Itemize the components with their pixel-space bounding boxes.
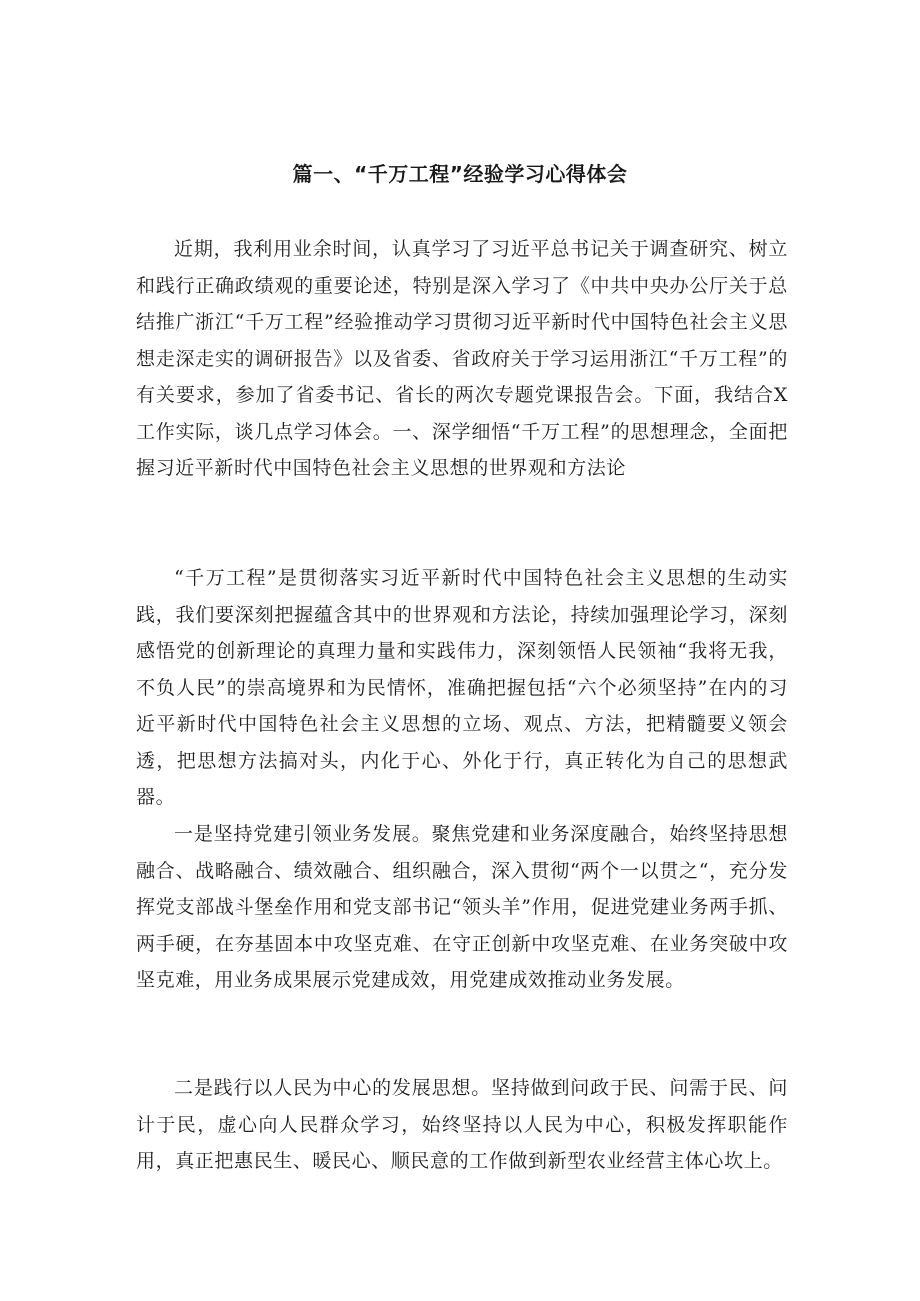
document-title: 篇一、“千万工程”经验学习心得体会 xyxy=(292,162,628,186)
paragraph-4: 二是践行以人民为中心的发展思想。坚持做到问政于民、问需于民、问计于民，虚心向人民群众学习，始终坚持以人民为中心，积极发挥职能作用，真正把惠民生、暖民心、顺民意的工作做到新型农业经营主体心坎上。 xyxy=(136,1077,788,1172)
paragraph-3: 一是坚持党建引领业务发展。聚焦党建和业务深度融合，始终坚持思想融合、战略融合、绩效融合、组织融合，深入贯彻“两个一以贯之“，充分发挥党支部战斗堡垒作用和党支部书记“领头羊”作用，促进党建业务两手抓、两手硬，在夯基固本中攻坚克难、在守正创新中攻坚克难、在业务突破中攻坚克难，用业务成果展示党建成效，用党建成效推动业务发展。 xyxy=(136,823,788,991)
paragraph-2: “千万工程”是贯彻落实习近平新时代中国特色社会主义思想的生动实践，我们要深刻把握蕴含其中的世界观和方法论，持续加强理论学习，深刻感悟党的创新理论的真理力量和实践伟力，深刻领悟人民领袖“我将无我，不负人民”的崇高境界和为民情怀，准确把握包括“六个必须坚持”在内的习近平新时代中国特色社会主义思想的立场、观点、方法，把精髓要义领会透，把思想方法搞对头，内化于心、外化于行，真正转化为自己的思想武器。 xyxy=(136,567,788,808)
paragraph-1: 近期，我利用业余时间，认真学习了习近平总书记关于调查研究、树立和践行正确政绩观的重要论述，特别是深入学习了《中共中央办公厅关于总结推广浙江“千万工程”经验推动学习贯彻习近平新时代中国特色社会主义思想走深走实的调研报告》以及省委、省政府关于学习运用浙江“千万工程”的有关要求，参加了省委书记、省长的两次专题党课报告会。下面，我结合X工作实际，谈几点学习体会。一、深学细悟“千万工程”的思想理念，全面把握习近平新时代中国特色社会主义思想的世界观和方法论 xyxy=(136,238,788,479)
